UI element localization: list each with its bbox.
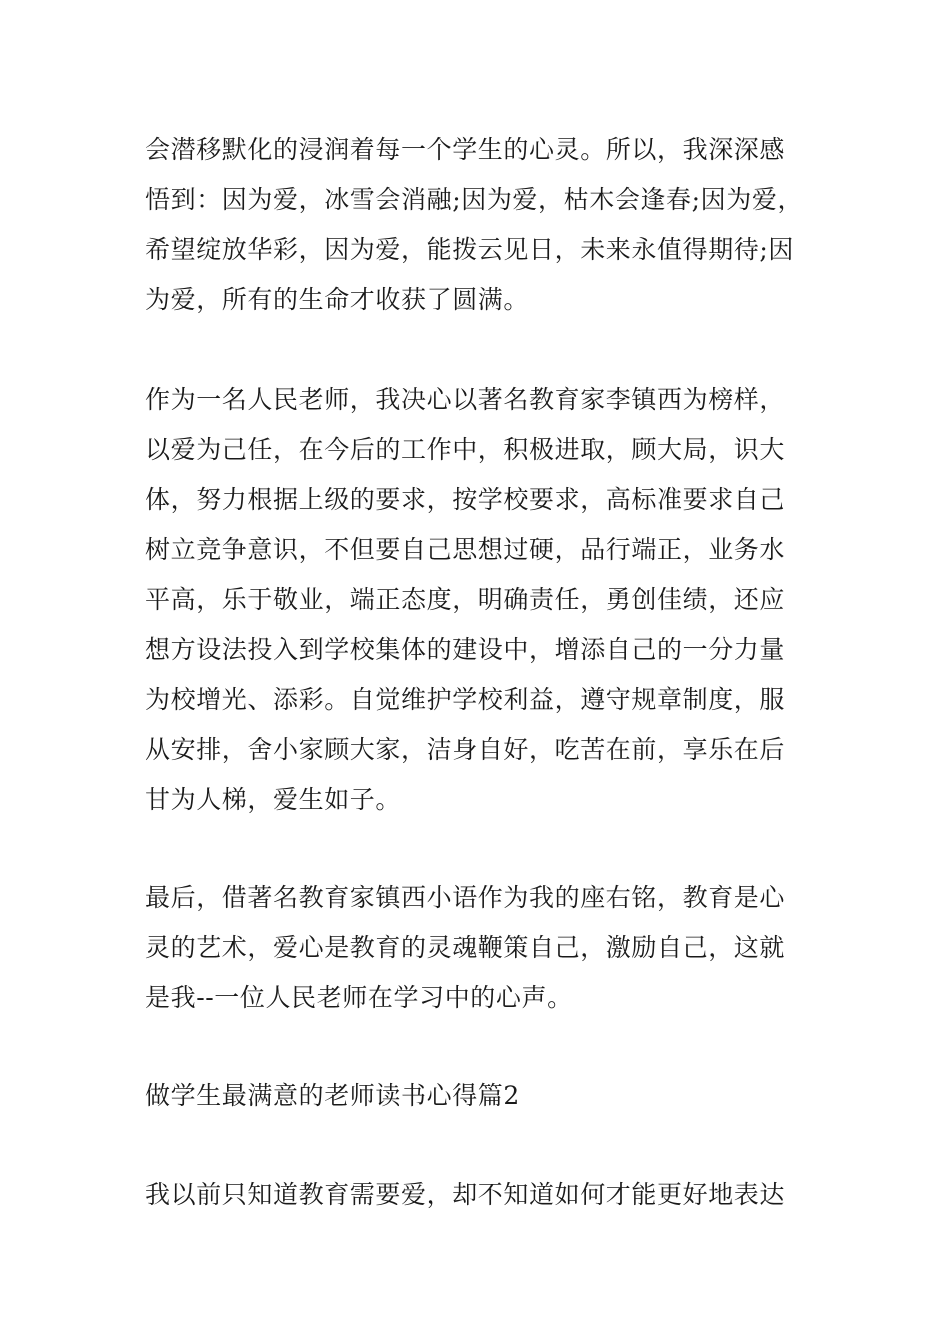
text-line: 最后，借著名教育家镇西小语作为我的座右铭，教育是心	[145, 883, 786, 912]
text-line: 会潜移默化的浸润着每一个学生的心灵。所以，我深深感	[145, 135, 786, 164]
text-line: 平高，乐于敬业，端正态度，明确责任，勇创佳绩，还应	[145, 585, 786, 614]
text-line: 体，努力根据上级的要求，按学校要求，高标准要求自己	[145, 485, 786, 514]
text-line: 以爱为己任，在今后的工作中，积极进取，顾大局，识大	[145, 435, 786, 464]
text-line: 为校增光、添彩。自觉维护学校利益，遵守规章制度，服	[145, 685, 786, 714]
section-heading: 做学生最满意的老师读书心得篇2	[145, 1081, 520, 1110]
text-line: 我以前只知道教育需要爱，却不知道如何才能更好地表达	[145, 1180, 786, 1209]
text-line: 希望绽放华彩，因为爱，能拨云见日，未来永值得期待;因	[145, 235, 795, 264]
text-line: 悟到：因为爱，冰雪会消融;因为爱，枯木会逢春;因为爱，	[145, 185, 804, 214]
text-line: 树立竞争意识，不但要自己思想过硬，品行端正，业务水	[145, 535, 786, 564]
text-line: 甘为人梯，爱生如子。	[145, 785, 402, 814]
text-line: 为爱，所有的生命才收获了圆满。	[145, 285, 530, 314]
text-line: 是我--一位人民老师在学习中的心声。	[145, 983, 573, 1012]
text-line: 想方设法投入到学校集体的建设中，增添自己的一分力量	[145, 635, 786, 664]
text-line: 从安排，舍小家顾大家，洁身自好，吃苦在前，享乐在后	[145, 735, 786, 764]
text-line: 灵的艺术，爱心是教育的灵魂鞭策自己，激励自己，这就	[145, 933, 786, 962]
text-line: 作为一名人民老师，我决心以著名教育家李镇西为榜样，	[145, 385, 786, 414]
